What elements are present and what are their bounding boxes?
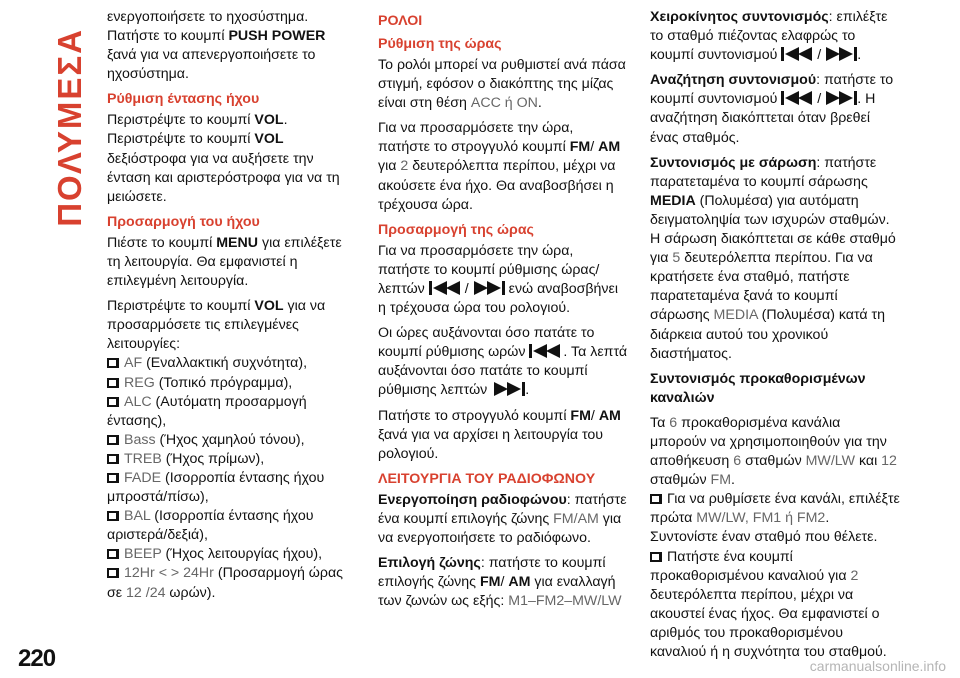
heading-presets: Συντονισμός προκαθορισμένων καναλιών: [650, 370, 866, 406]
paragraph: Συντονισμός με σάρωση: πατήστε παρατεταμένα το κουμπί σάρωσης MEDIA (Πολυμέσα) για αυτόματη δειγματοληψία των ισχυρών σταθμών. Η σάρωση διακόπτεται σε κάθε σταθμό για 5 δευτερόλεπτα περίπου. Για να κρατήσετε ένα σταθμό, πατήστε παρατεταμένα ξανά το κουμπί σάρωσης MEDIA (Πολυμέσα) κατά τη διάρκεια αυτού του χρονικού διαστήματος.: [650, 154, 896, 362]
paragraph: Χειροκίνητος συντονισμός: επιλέξτε το σταθμό πιέζοντας ελαφρώς το κουμπί συντονισμού / .: [650, 9, 888, 64]
list-item: BEEP (Ήχος λειτουργίας ήχου),: [107, 545, 357, 564]
heading-clock: ΡΟΛΟΙ: [378, 13, 423, 29]
watermark: carmanualsonline.info: [809, 658, 946, 674]
heading-radio: ΛΕΙΤΟΥΡΓΙΑ ΤΟΥ ΡΑΔΙΟΦΩΝΟΥ: [378, 470, 596, 487]
bullet-icon: [650, 552, 662, 562]
list-item: REG (Τοπικό πρόγραμμα),: [107, 374, 357, 393]
bullet-icon: [107, 511, 119, 521]
heading-time-setting: Ρύθμιση της ώρας: [378, 36, 502, 52]
list-item: Για να ρυθμίσετε ένα κανάλι, επιλέξτε πρώτα MW/LW, FM1 ή FM2. Συντονίστε έναν σταθμό που θέλετε.: [650, 491, 900, 546]
list-item: 12Hr < > 24Hr (Προσαρμογή ώρας σε 12 /24 ωρών).: [107, 565, 343, 601]
heading-sound: Προσαρμογή του ήχου: [107, 213, 260, 230]
column-3: [650, 8, 900, 662]
bullet-icon: [107, 378, 119, 388]
seek-forward-icon: [471, 281, 505, 295]
bullet-icon: [650, 494, 662, 504]
list-item: BAL (Ισορροπία έντασης ήχου αριστερά/δεξιά),: [107, 508, 314, 544]
seek-back-icon: [529, 344, 563, 358]
bullet-icon: [107, 454, 119, 464]
list-item: Πατήστε ένα κουμπί προκαθορισμένου καναλιού για 2 δευτερόλεπτα περίπου, μέχρι να ακουστεί ένας ήχος. Θα εμφανιστεί ο αριθμός του προκαθορισμένου καναλιού ή η συχνότητα του σταθμού.: [650, 548, 887, 660]
section-tab: [0, 0, 90, 678]
seek-back-icon: [781, 91, 815, 105]
paragraph: Αναζήτηση συντονισμού: πατήστε το κουμπί συντονισμού / . Η αναζήτηση διακόπτεται όταν βρεθεί ένας σταθμός.: [650, 72, 894, 146]
paragraph: Πιέστε το κουμπί MENU για επιλέξετε τη λειτουργία. Θα εμφανιστεί η επιλεγμένη λειτουργία.: [107, 234, 342, 290]
paragraph: Περιστρέψτε το κουμπί VOL. Περιστρέψτε το κουμπί VOL δεξιόστροφα για να αυξήσετε την ένταση και αριστερόστροφα για να τη μειώσετε.: [107, 112, 340, 205]
list-item: Bass (Ήχος χαμηλού τόνου),: [107, 431, 357, 450]
bullet-icon: [107, 568, 119, 578]
bullet-icon: [107, 549, 119, 559]
function-list: [107, 354, 357, 602]
button-label: PUSH POWER: [228, 28, 326, 45]
list-item: TREB (Ήχος πρίμων),: [107, 450, 357, 469]
heading-volume: Ρύθμιση έντασης ήχου: [107, 91, 260, 108]
seek-forward-icon: [823, 91, 857, 105]
paragraph: Το ρολόι μπορεί να ρυθμιστεί ανά πάσα στιγμή, εφόσον ο διακόπτης της μίζας είναι στη θέση ACC ή ON.: [378, 57, 626, 112]
list-item: FADE (Ισορροπία έντασης ήχου μπροστά/πίσω),: [107, 469, 325, 506]
page-number: 220: [18, 645, 56, 672]
paragraph: Τα 6 προκαθορισμένα κανάλια μπορούν να χρησιμοποιηθούν για την αποθήκευση 6 σταθμών MW/LW και 12 σταθμών FM.: [650, 414, 897, 489]
bullet-icon: [107, 473, 119, 483]
paragraph: Πατήστε το στρογγυλό κουμπί FM/ AM ξανά για να αρχίσει η λειτουργία του ρολογιού.: [378, 407, 621, 462]
list-item: AF (Εναλλακτική συχνότητα),: [107, 354, 357, 373]
bullet-icon: [107, 435, 119, 445]
paragraph: ενεργοποιήσετε το ηχοσύστημα. Πατήστε το κουμπί PUSH POWER ξανά για να απενεργοποιήσετε το ηχοσύστημα.: [107, 9, 326, 83]
paragraph: Για να προσαρμόσετε την ώρα, πατήστε το στρογγυλό κουμπί FM/ AM για 2 δευτερόλεπτα περίπου, μέχρι να ακούσετε ένα ήχο. Θα αναβοσβήσει η τρέχουσα ώρα.: [378, 120, 621, 213]
paragraph: Οι ώρες αυξάνονται όσο πατάτε το κουμπί ρύθμισης ωρών . Τα λεπτά αυξάνονται όσο πατάτε το κουμπί ρύθμισης λεπτών .: [378, 325, 628, 399]
seek-back-icon: [781, 47, 815, 61]
seek-back-icon: [429, 281, 463, 295]
column-1: [107, 8, 357, 603]
seek-forward-icon: [491, 382, 525, 396]
paragraph: Περιστρέψτε το κουμπί VOL για να προσαρμόσετε τις επιλεγμένες λειτουργίες:: [107, 298, 326, 353]
list-item: ALC (Αυτόματη προσαρμογή έντασης),: [107, 393, 307, 429]
section-title: ΠΟΛΥΜΕΣΑ: [51, 28, 88, 227]
paragraph: Για να προσαρμόσετε την ώρα, πατήστε το κουμπί ρύθμισης ώρας/λεπτών / ενώ αναβοσβήνει η τρέχουσα ώρα του ρολογιού.: [378, 242, 618, 317]
seek-forward-icon: [823, 47, 857, 61]
bullet-icon: [107, 397, 119, 407]
paragraph: Ενεργοποίηση ραδιοφώνου: πατήστε ένα κουμπί επιλογής ζώνης FM/AM για να ενεργοποιήσετε το ραδιόφωνο.: [378, 491, 627, 546]
column-2: [378, 8, 628, 617]
paragraph: Επιλογή ζώνης: πατήστε το κουμπί επιλογής ζώνης FM/ AM για εναλλαγή των ζωνών ως εξής: M1–FM2–MW/LW: [378, 555, 622, 610]
heading-time-adjust: Προσαρμογή της ώρας: [378, 221, 534, 238]
bullet-icon: [107, 358, 119, 368]
